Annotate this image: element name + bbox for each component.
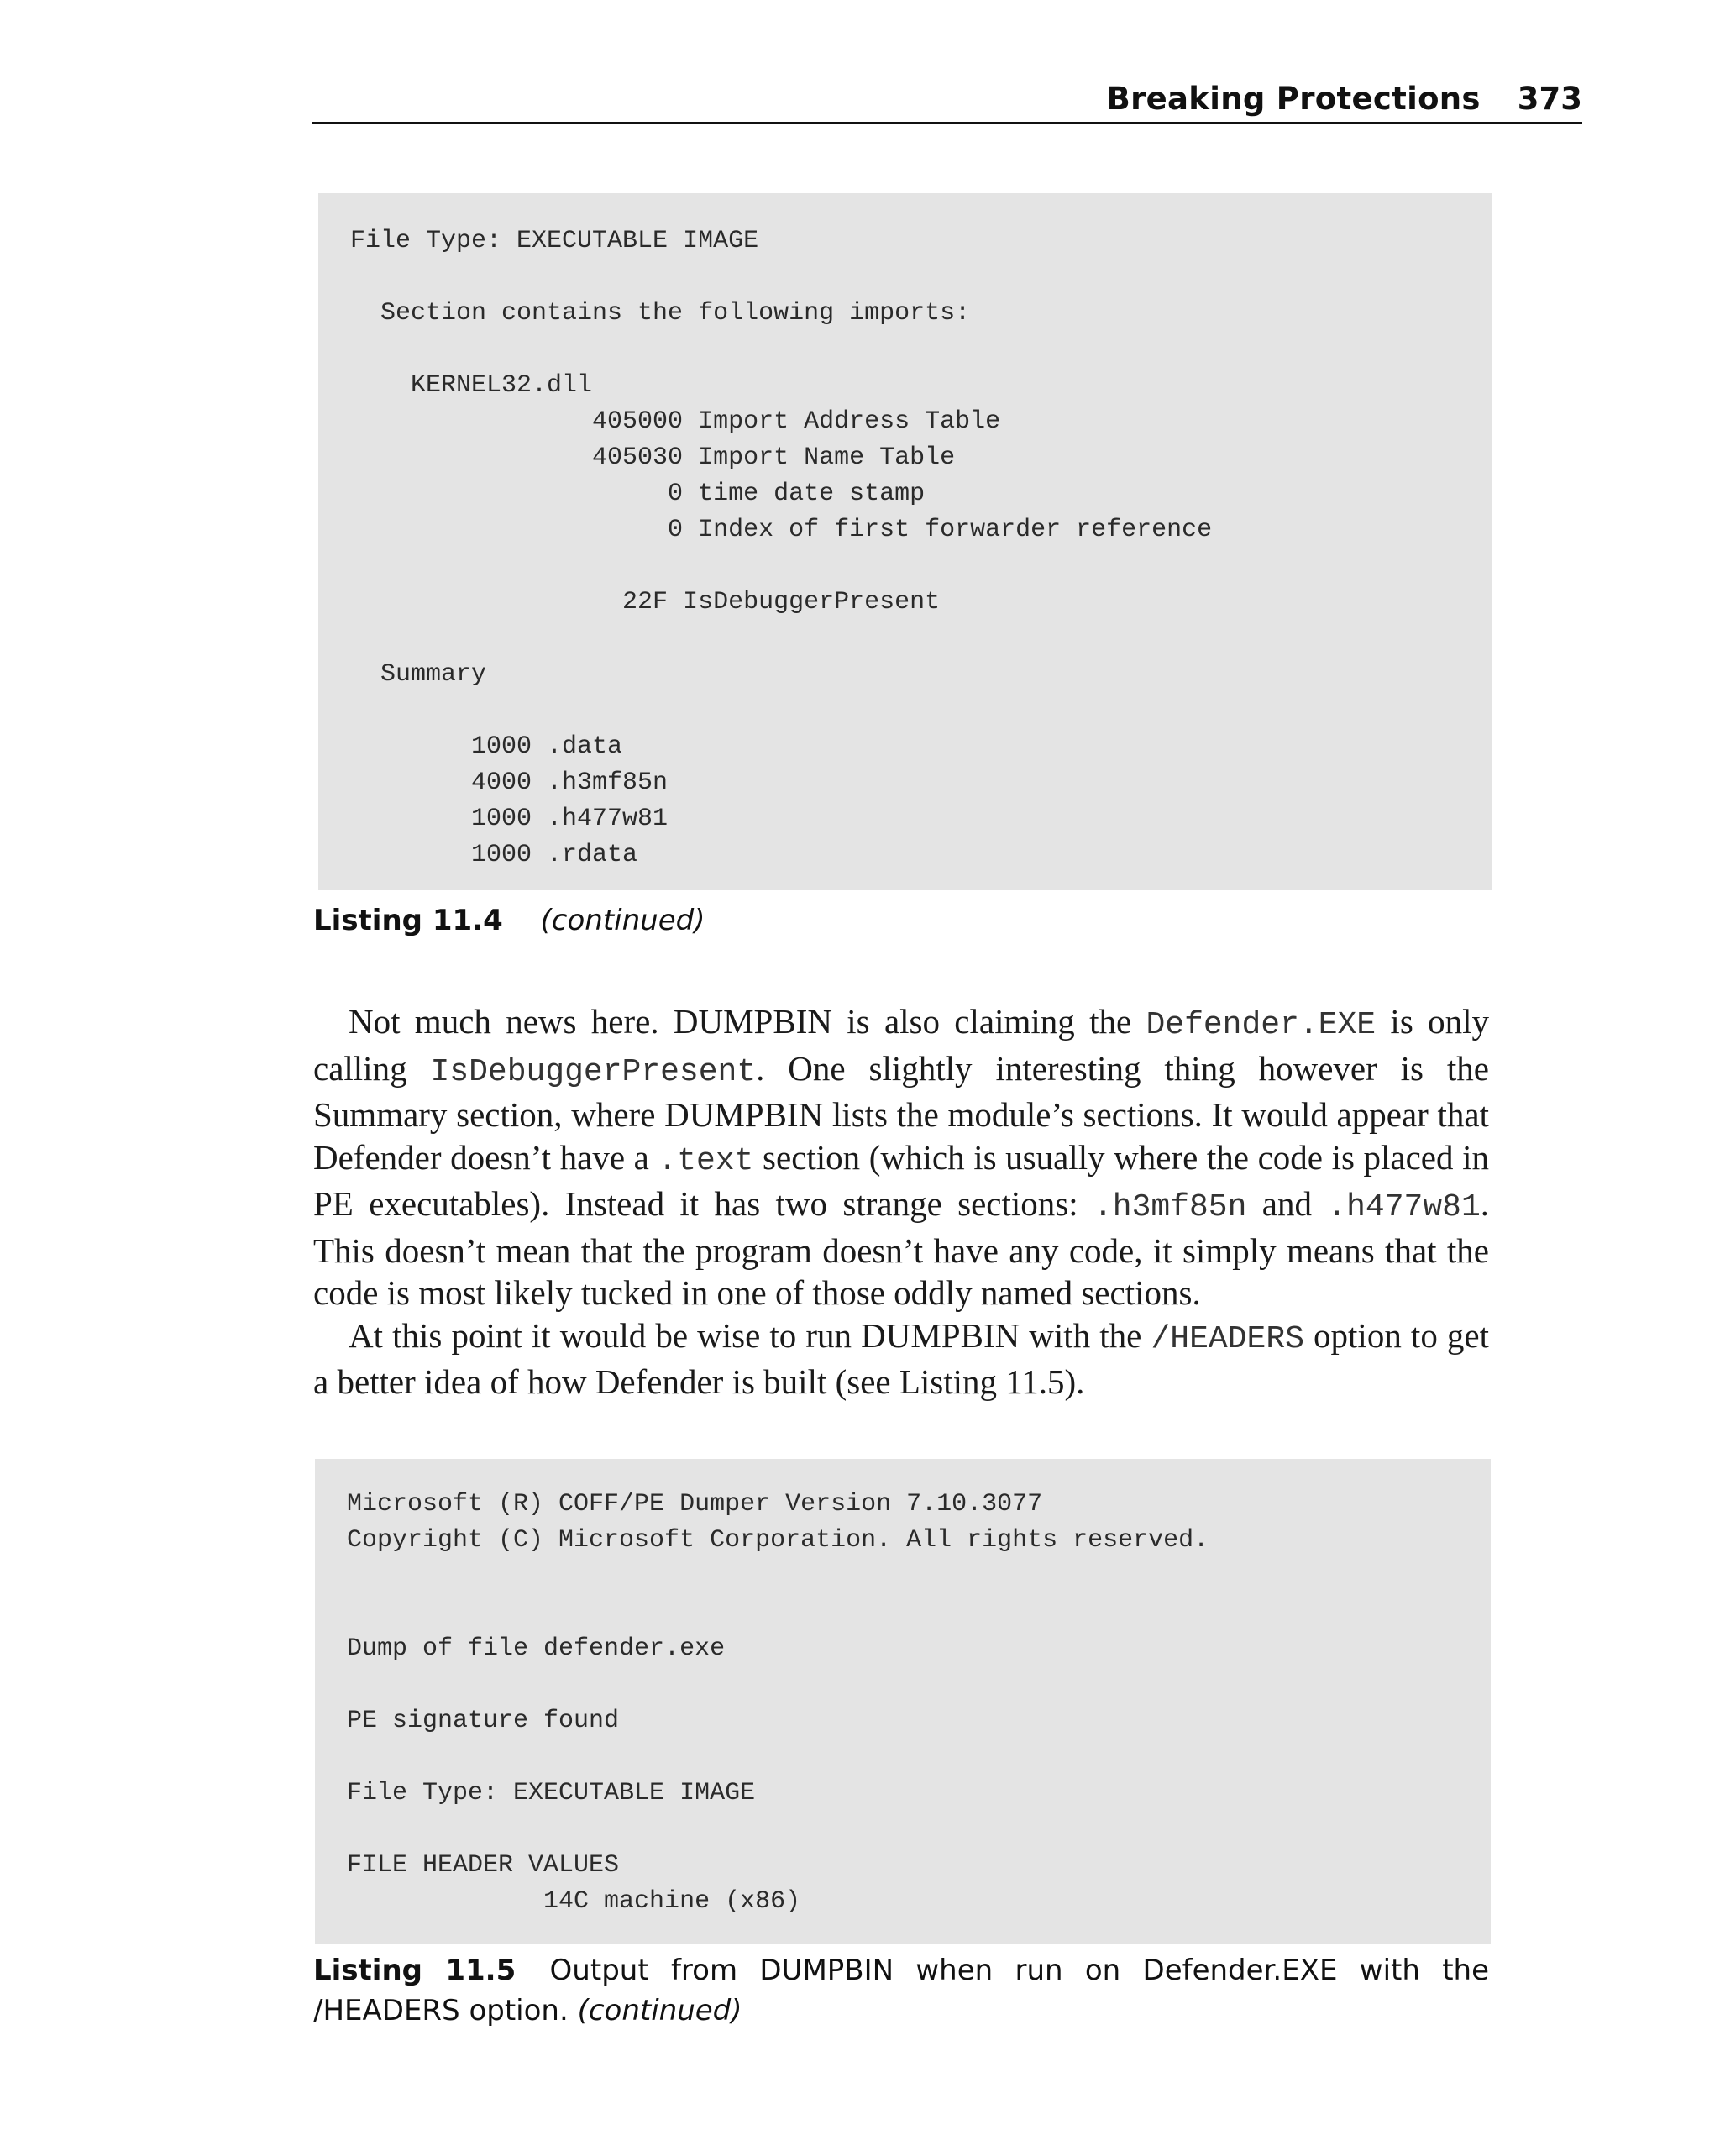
listing-11-5-caption <box>313 1950 1489 2031</box>
code-listing-11-4: File Type: EXECUTABLE IMAGE Section contains the following imports: KERNEL32.dll 405000 Import Address Table 405030 Import Name Table 0 time date stamp 0 Index of first forwarder reference 22F IsDebuggerPresent Summary 1000 .data 4000 .h3mf85n 1000 .h477w81 1000 .rdata <box>318 193 1492 890</box>
inline-code-h477w81: .h477w81 <box>1327 1189 1481 1225</box>
body-text <box>313 1000 1489 1403</box>
inline-code-h3mf85n: .h3mf85n <box>1093 1189 1247 1225</box>
inline-code-isdebuggerpresent: IsDebuggerPresent <box>430 1053 757 1090</box>
p2-text: At this point it would be wise to run DUMPBIN with the <box>349 1315 1151 1355</box>
running-header <box>312 77 1582 124</box>
inline-code-text-section: .text <box>658 1142 754 1179</box>
listing-11-4-label: Listing 11.4 <box>313 904 503 937</box>
listing-11-5-text: Output from DUMPBIN when run on Defender.EXE with the /HEADERS option. <box>313 1954 1490 2027</box>
inline-code-headers: /HEADERS <box>1151 1320 1304 1357</box>
listing-11-5-label: Listing 11.5 <box>313 1954 517 1987</box>
p1-text: . This doesn’t mean that the program doesn’t have any code, it simply means that the code is most likely tucked in one of those oddly named sections. <box>313 1184 1490 1312</box>
running-header-title: Breaking Protections <box>1106 81 1481 117</box>
code-listing-11-5: Microsoft (R) COFF/PE Dumper Version 7.10.3077 Copyright (C) Microsoft Corporation. All rights reserved. Dump of file defender.exe PE signature found File Type: EXECUTABLE IMAGE FILE HEADER VALUES 14C machine (x86) <box>315 1459 1491 1944</box>
listing-11-4-caption <box>313 900 1489 941</box>
listing-11-4-note: (continued) <box>540 904 705 937</box>
p1-text: Not much news here. DUMPBIN is also claiming the <box>349 1002 1146 1041</box>
inline-code-defender-exe: Defender.EXE <box>1146 1007 1377 1043</box>
paragraph-2 <box>313 1314 1489 1403</box>
p1-text: section (which is usually where the code is placed in PE executables). Instead it has two strange sections: <box>313 1137 1489 1223</box>
p1-text: . One slightly interesting thing however is the Summary section, where DUMPBIN lists the module’s sections. It would appear that Defender doesn’t have a <box>313 1048 1489 1177</box>
p2-text: option to get a better idea of how Defender is built (see Listing 11.5). <box>313 1315 1490 1401</box>
paragraph-1 <box>313 1000 1489 1314</box>
page-number: 373 <box>1517 81 1582 117</box>
p1-text: and <box>1246 1184 1328 1223</box>
listing-11-5-note: (continued) <box>577 1994 742 2027</box>
p1-text: is only calling <box>313 1002 1489 1088</box>
